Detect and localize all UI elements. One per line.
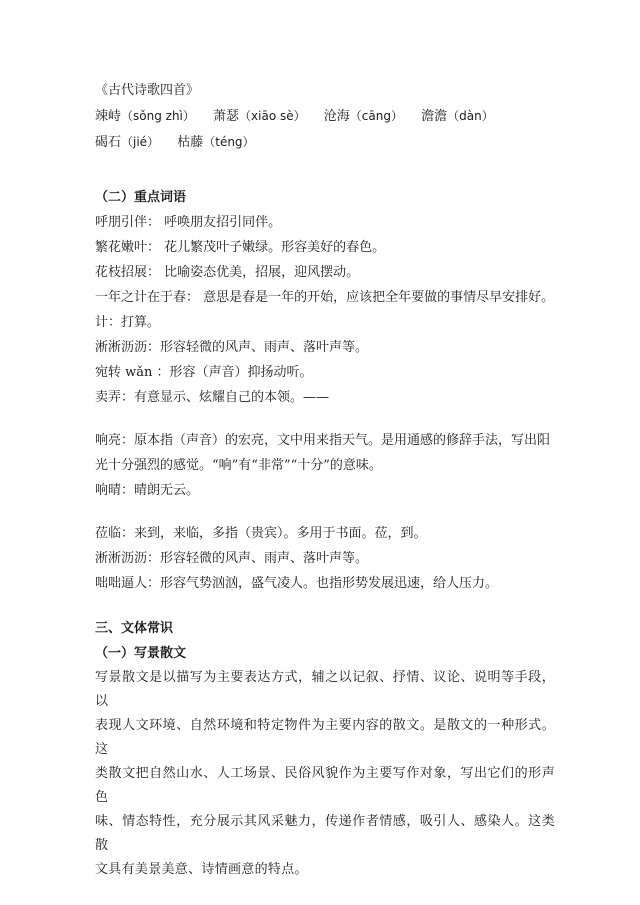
key-word-entry: 响晴：晴朗无云。: [95, 483, 200, 498]
key-word-entry: 卖弄：有意显示、炫耀自己的本领。——: [95, 390, 330, 405]
key-word-entry: 咄咄逼人：形容气势汹汹，盛气凌人。也指形势发展迅速，给人压力。: [95, 576, 499, 591]
vocab-word: 竦峙: [95, 109, 122, 124]
vocab-pinyin: （cāng）: [349, 109, 403, 123]
paragraph-line: 表现人文环境、自然环境和特定物件为主要内容的散文。是散文的一种形式。这: [95, 718, 555, 757]
vocab-pinyin: （téng）: [203, 135, 255, 149]
key-word-entry: 淅淅沥沥：形容轻微的风声、雨声、落叶声等。: [95, 551, 369, 566]
poem-section-title: 《古代诗歌四首》: [95, 83, 200, 98]
vocab-pinyin: （xiāo sè）: [239, 109, 306, 123]
vocab-item: [421, 106, 494, 127]
paragraph-line: 味、情态特性，充分展示其风采魅力，传递作者情感，吸引人、感染人。这类散: [95, 814, 555, 853]
document-page: [95, 72, 555, 882]
paragraph-line: 文具有美景美意、诗情画意的特点。: [95, 862, 308, 877]
key-word-entry: 一年之计在于春： 意思是春是一年的开始，应该把全年要做的事情尽早安排好。: [95, 290, 555, 305]
genre-paragraph: [95, 666, 555, 882]
vocab-item: [95, 132, 159, 153]
key-word-entry: 花枝招展： 比喻姿态优美，招展，迎风摆动。: [95, 265, 360, 280]
key-word-entry: 淅淅沥沥：形容轻微的风声、雨声、落叶声等。: [95, 340, 369, 355]
vocab-item: [213, 106, 306, 127]
key-words-list: [95, 430, 555, 501]
vocab-item: [95, 106, 195, 127]
vocab-pinyin: （dàn）: [447, 109, 494, 123]
subsection-heading: （一）写景散文: [95, 646, 187, 661]
paragraph-line: 类散文把自然山水、人工场景、民俗风貌作为主要写作对象，写出它们的形声色: [95, 766, 555, 805]
section-heading: （二）重点词语: [95, 190, 187, 205]
key-word-entry: 响亮：原本指（声音）的宏亮，文中用来指天气。是用通感的修辞手法，写出阳: [95, 433, 551, 448]
key-word-entry: 莅临：来到，来临，多指（贵宾）。多用于书面。莅，到。: [95, 526, 427, 541]
key-words-list: [95, 523, 555, 594]
paragraph-line: 写景散文是以描写为主要表达方式，辅之以记叙、抒情、议论、说明等手段，以: [95, 670, 555, 709]
vocab-pinyin: （jié）: [121, 135, 160, 149]
vocab-word: 澹澹: [421, 109, 448, 124]
key-word-entry: 繁花嫩叶： 花儿繁茂叶子嫩绿。形容美好的春色。: [95, 240, 386, 255]
vocab-word: 枯藤: [177, 135, 204, 150]
vocab-word: 碣石: [95, 135, 122, 150]
key-word-entry: 光十分强烈的感觉。“响”有“非常”“十分”的意味。: [95, 458, 382, 473]
vocab-word: 萧瑟: [213, 109, 240, 124]
section-heading: 三、文体常识: [95, 621, 174, 636]
vocab-item: [177, 132, 254, 153]
vocab-row-2: [95, 132, 555, 153]
vocab-word: 沧海: [323, 109, 350, 124]
key-word-entry: 计：打算。: [95, 315, 161, 330]
key-word-entry: 呼朋引伴： 呼唤朋友招引同伴。: [95, 215, 282, 230]
vocab-pinyin: （sǒng zhì）: [121, 109, 195, 123]
key-words-list: [95, 212, 555, 408]
vocab-item: [324, 106, 403, 127]
vocab-row-1: [95, 106, 555, 127]
key-word-entry: 宛转 wǎn ：形容（声音）抑扬动听。: [95, 365, 313, 380]
